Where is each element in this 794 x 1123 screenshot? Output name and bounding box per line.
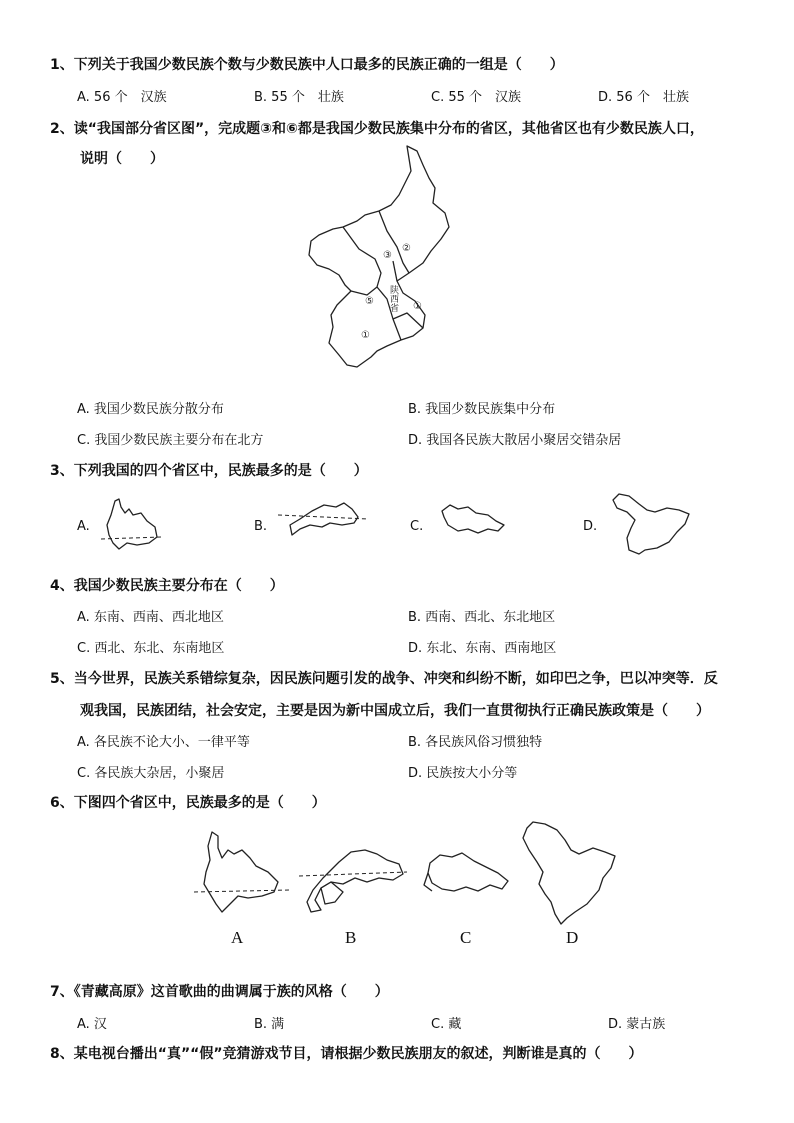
question-2-option-c[interactable]: C. 我国少数民族主要分布在北方 — [77, 433, 264, 448]
question-4-option-c[interactable]: C. 西北、东北、东南地区 — [77, 641, 225, 656]
question-1-option-d[interactable]: D. 56 个 壮族 — [598, 90, 689, 105]
question-3-label-c[interactable]: C. — [410, 519, 424, 534]
map-internal-border-5 — [393, 261, 397, 281]
question-2-text-line1: 2、读“我国部分省区图”，完成题③和⑥都是我国少数民族集中分布的省区，其他省区也有少数民族人口， — [50, 121, 704, 137]
question-7-text: 7、《青藏高原》这首歌曲的曲调属于族的风格（ ） — [50, 984, 389, 1000]
question-7-option-c[interactable]: C. 藏 — [431, 1017, 462, 1032]
question-5-option-c[interactable]: C. 各民族大杂居，小聚居 — [77, 766, 225, 781]
question-6-caption-d[interactable]: D — [566, 928, 579, 947]
question-5-option-b[interactable]: B. 各民族风俗习惯独特 — [408, 735, 543, 750]
question-6-text: 6、下图四个省区中，民族最多的是（ ） — [50, 795, 326, 811]
question-4-option-b[interactable]: B. 西南、西北、东北地区 — [408, 610, 556, 625]
question-7-option-a[interactable]: A. 汉 — [77, 1017, 107, 1032]
question-6-shape-b — [295, 838, 415, 918]
question-2-option-b[interactable]: B. 我国少数民族集中分布 — [408, 402, 556, 417]
question-6-shape-c — [418, 845, 518, 915]
map-label-3: ③ — [383, 250, 392, 261]
question-7-option-d[interactable]: D. 蒙古族 — [608, 1017, 666, 1032]
question-4-text: 4、我国少数民族主要分布在（ ） — [50, 578, 284, 594]
question-6-shape-d — [515, 818, 625, 928]
question-3-shape-a — [95, 495, 165, 555]
question-3-label-a[interactable]: A. — [77, 519, 90, 534]
map-label-5: ⑤ — [365, 296, 374, 307]
map-label-2: ② — [402, 243, 411, 254]
province-map-figure — [305, 143, 455, 373]
map-label-1-east: ① — [413, 301, 422, 312]
question-1-option-a[interactable]: A. 56 个 汉族 — [77, 90, 167, 105]
map-label-1-south: ① — [361, 330, 370, 341]
question-5-text-line1: 5、当今世界，民族关系错综复杂，因民族问题引发的战争、冲突和纠纷不断，如印巴之争，巴以冲突等．反 — [50, 671, 718, 687]
question-3-shape-d — [605, 490, 695, 560]
question-1-option-b[interactable]: B. 55 个 壮族 — [254, 90, 344, 105]
question-3-label-d[interactable]: D. — [583, 519, 598, 534]
map-label-shaanxi: 陕西省 — [388, 285, 398, 312]
question-2-text-line2: 说明（ ） — [80, 151, 164, 167]
question-8-text: 8、某电视台播出“真”“假”竞猜游戏节目，请根据少数民族朋友的叙述，判断谁是真的（ ） — [50, 1046, 643, 1062]
question-6-caption-c[interactable]: C — [460, 928, 472, 947]
question-7-option-b[interactable]: B. 满 — [254, 1017, 285, 1032]
question-6-caption-b[interactable]: B — [345, 928, 357, 947]
map-outline — [309, 146, 449, 367]
question-6-shape-a — [192, 828, 292, 918]
map-internal-border-4 — [393, 313, 423, 328]
question-1-text: 1、下列关于我国少数民族个数与少数民族中人口最多的民族正确的一组是（ ） — [50, 57, 564, 73]
question-3-shape-b — [272, 495, 372, 545]
question-4-option-d[interactable]: D. 东北、东南、西南地区 — [408, 641, 557, 656]
question-3-shape-c — [432, 495, 512, 545]
question-3-label-b[interactable]: B. — [254, 519, 268, 534]
question-6-caption-a[interactable]: A — [231, 928, 244, 947]
question-5-option-d[interactable]: D. 民族按大小分等 — [408, 766, 518, 781]
map-internal-border-1 — [343, 227, 381, 295]
question-2-option-d[interactable]: D. 我国各民族大散居小聚居交错杂居 — [408, 433, 622, 448]
question-5-option-a[interactable]: A. 各民族不论大小、一律平等 — [77, 735, 250, 750]
question-4-option-a[interactable]: A. 东南、西南、西北地区 — [77, 610, 224, 625]
question-3-text: 3、下列我国的四个省区中，民族最多的是（ ） — [50, 463, 368, 479]
question-5-text-line2: 观我国，民族团结，社会安定，主要是因为新中国成立后，我们一直贯彻执行正确民族政策是（ ） — [80, 703, 710, 719]
question-1-option-c[interactable]: C. 55 个 汉族 — [431, 90, 522, 105]
question-2-option-a[interactable]: A. 我国少数民族分散分布 — [77, 402, 224, 417]
